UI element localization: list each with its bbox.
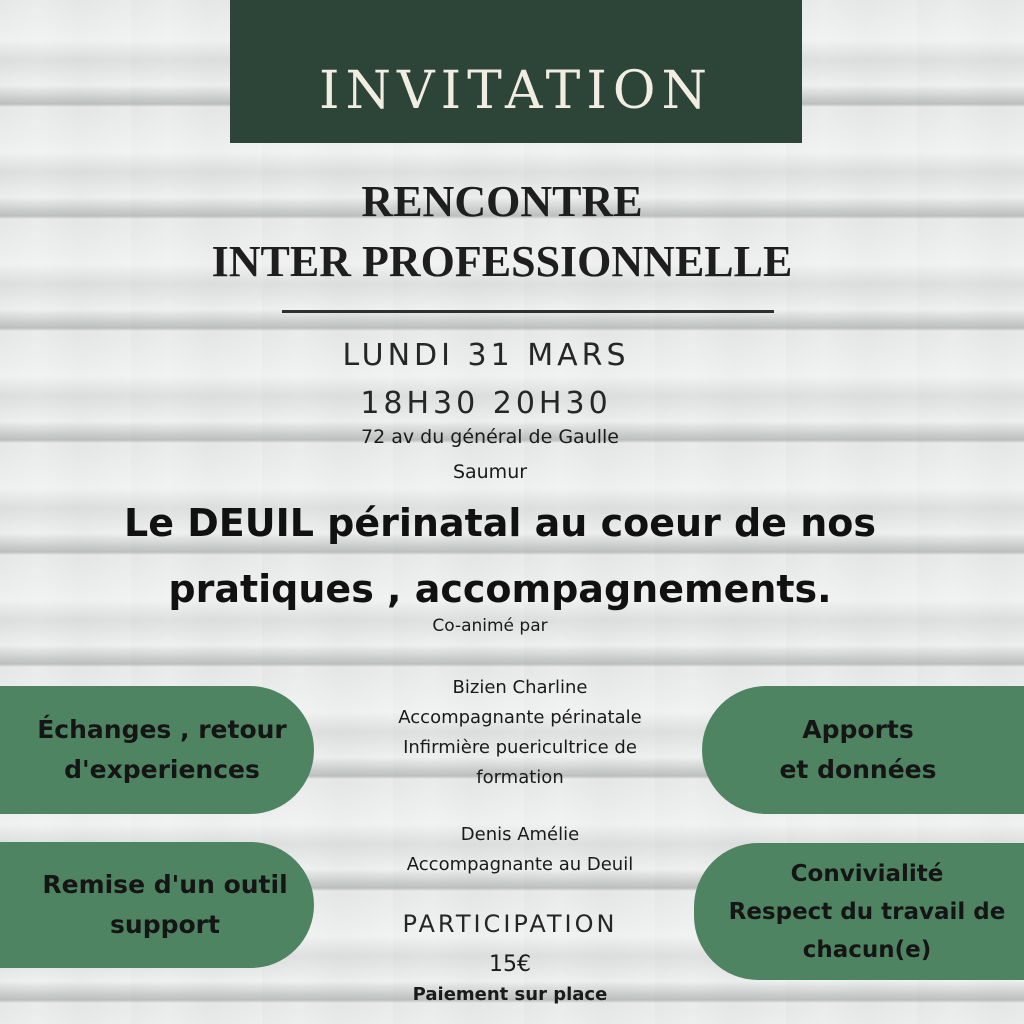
event-title-line2: INTER PROFESSIONNELLE (211, 237, 793, 286)
pill-conviviality-line1: Convivialité (790, 860, 944, 887)
theme-line1: Le DEUIL périnatal au coeur de nos (124, 501, 876, 545)
facilitator-1-name: Bizien Charline (452, 677, 588, 698)
facilitators-intro: Co-animé par (432, 616, 548, 636)
pill-contributions-line2: et données (779, 755, 937, 784)
pill-contributions (702, 686, 1024, 814)
participation-label: PARTICIPATION (402, 910, 618, 938)
pill-tool-line1: Remise d'un outil (42, 870, 288, 899)
facilitator-2 (360, 820, 680, 880)
facilitator-1-role1: Accompagnante périnatale (398, 707, 642, 728)
facilitator-2-name: Denis Amélie (460, 824, 580, 845)
pill-conviviality (694, 843, 1024, 980)
pill-exchanges-line2: d'experiences (64, 755, 260, 784)
facilitator-1-role2: Infirmière puericultrice de (403, 737, 637, 758)
invitation-banner (230, 0, 802, 143)
participation-price: 15€ (489, 952, 531, 977)
pill-conviviality-line2: Respect du travail de (728, 898, 1006, 925)
pill-exchanges-line1: Échanges , retour (37, 715, 287, 744)
title-divider (282, 310, 774, 313)
event-city: Saumur (452, 461, 528, 483)
banner-title: INVITATION (318, 60, 714, 121)
theme-line2: pratiques , accompagnements. (168, 567, 832, 611)
event-time: 18H30 20H30 (360, 386, 612, 421)
event-title-line1: RENCONTRE (361, 177, 643, 226)
pill-contributions-line1: Apports (802, 715, 914, 744)
pill-conviviality-line3: chacun(e) (802, 936, 932, 963)
facilitator-2-role1: Accompagnante au Deuil (406, 854, 634, 875)
facilitator-1 (360, 673, 680, 793)
pill-tool (0, 842, 314, 968)
pill-tool-line2: support (110, 910, 220, 939)
event-address: 72 av du général de Gaulle (361, 426, 619, 448)
payment-info: Paiement sur place (412, 984, 608, 1005)
facilitator-1-role3: formation (476, 767, 564, 788)
event-date: LUNDI 31 MARS (342, 338, 630, 373)
pill-exchanges (0, 686, 314, 814)
